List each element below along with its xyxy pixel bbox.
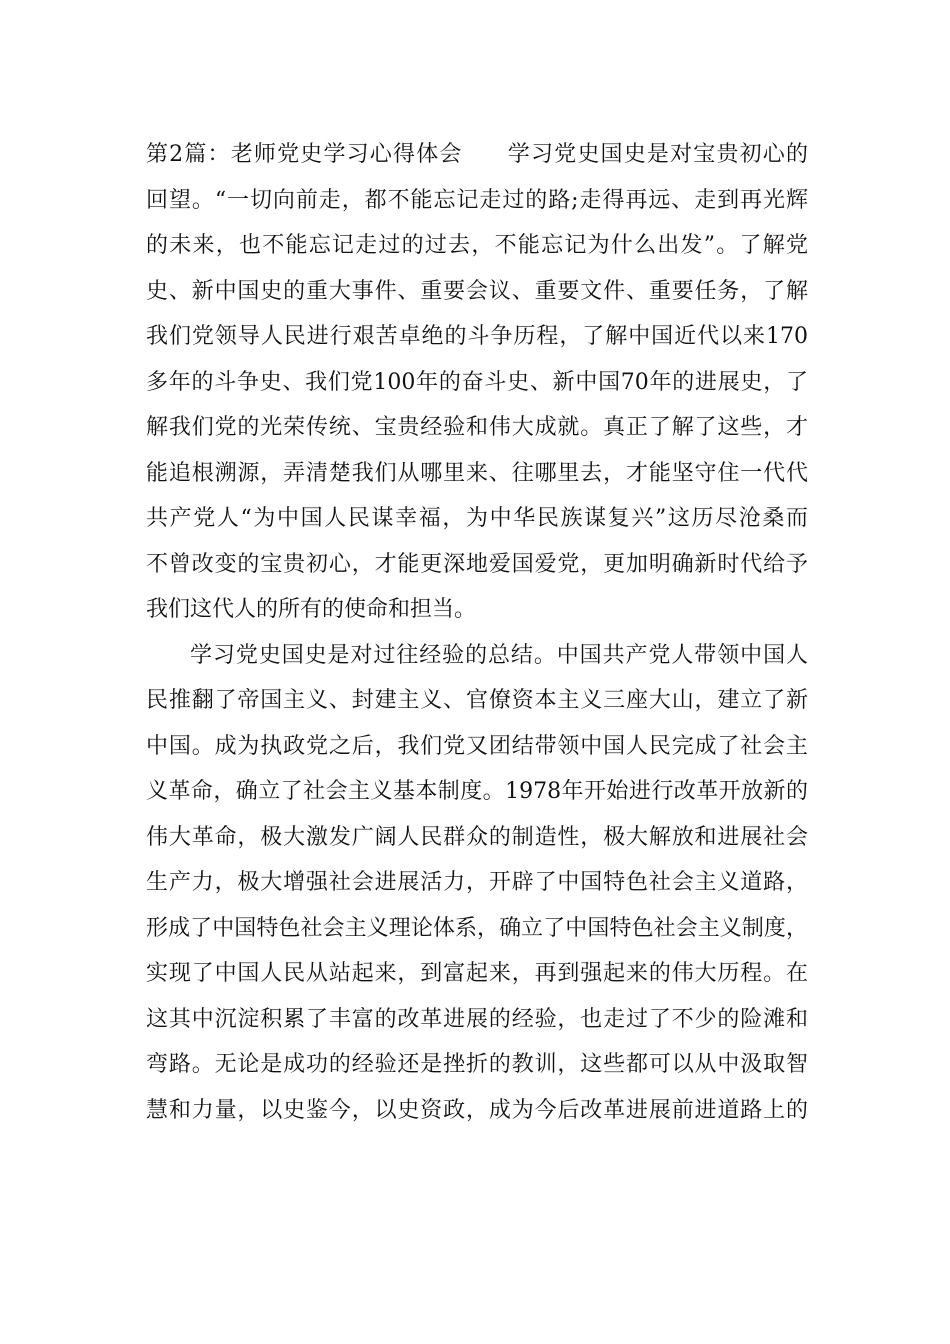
paragraph-1-line: 我们党领导人民进行艰苦卓绝的斗争历程，了解中国近代以来170	[146, 324, 808, 349]
paragraph-1-line: 解我们党的光荣传统、宝贵经验和伟大成就。真正了解了这些，才	[146, 415, 808, 440]
paragraph-2-line: 义革命，确立了社会主义基本制度。1978年开始进行改革开放新的	[146, 779, 808, 804]
paragraph-2-line: 弯路。无论是成功的经验还是挫折的教训，这些都可以从中汲取智	[146, 1052, 808, 1077]
paragraph-1-line: 我们这代人的所有的使命和担当。	[146, 597, 477, 622]
document-body	[146, 132, 808, 1133]
document-heading: 第2篇：老师党史学习心得体会	[146, 142, 463, 167]
paragraph-2-line: 生产力，极大增强社会进展活力，开辟了中国特色社会主义道路，	[146, 870, 808, 895]
paragraph-2-line: 伟大革命，极大激发广阔人民群众的制造性，极大解放和进展社会	[146, 824, 808, 850]
paragraph-2-line: 形成了中国特色社会主义理论体系，确立了中国特色社会主义制度，	[146, 915, 808, 941]
paragraph-2-line: 这其中沉淀积累了丰富的改革进展的经验，也走过了不少的险滩和	[146, 1006, 808, 1032]
paragraph-1-line: 不曾改变的宝贵初心，才能更深地爱国爱党，更加明确新时代给予	[146, 551, 808, 577]
paragraph-1-line: 回望。“一切向前走，都不能忘记走过的路;走得再远、走到再光辉	[146, 187, 808, 213]
paragraph-1-line: 能追根溯源，弄清楚我们从哪里来、往哪里去，才能坚守住一代代	[146, 460, 808, 486]
paragraph-2-line: 民推翻了帝国主义、封建主义、官僚资本主义三座大山，建立了新	[146, 688, 808, 713]
line-heading	[146, 132, 808, 178]
paragraph-1-line: 共产党人“为中国人民谋幸福，为中华民族谋复兴”这历尽沧桑而	[146, 506, 808, 531]
paragraph-1-line: 多年的斗争史、我们党100年的奋斗史、新中国70年的进展史，了	[146, 369, 808, 395]
paragraph-2-line: 慧和力量，以史鉴今，以史资政，成为今后改革进展前进道路上的	[146, 1097, 808, 1123]
paragraph-2-line: 实现了中国人民从站起来，到富起来，再到强起来的伟大历程。在	[146, 961, 808, 986]
paragraph-1-line: 学习党史国史是对宝贵初心的	[506, 142, 808, 167]
paragraph-1-line: 史、新中国史的重大事件、重要会议、重要文件、重要任务，了解	[146, 278, 808, 304]
paragraph-2-line: 学习党史国史是对过往经验的总结。中国共产党人带领中国人	[190, 642, 808, 668]
paragraph-2-line: 中国。成为执政党之后，我们党又团结带领中国人民完成了社会主	[146, 733, 808, 759]
paragraph-1-line: 的未来，也不能忘记走过的过去，不能忘记为什么出发”。了解党	[146, 233, 808, 258]
